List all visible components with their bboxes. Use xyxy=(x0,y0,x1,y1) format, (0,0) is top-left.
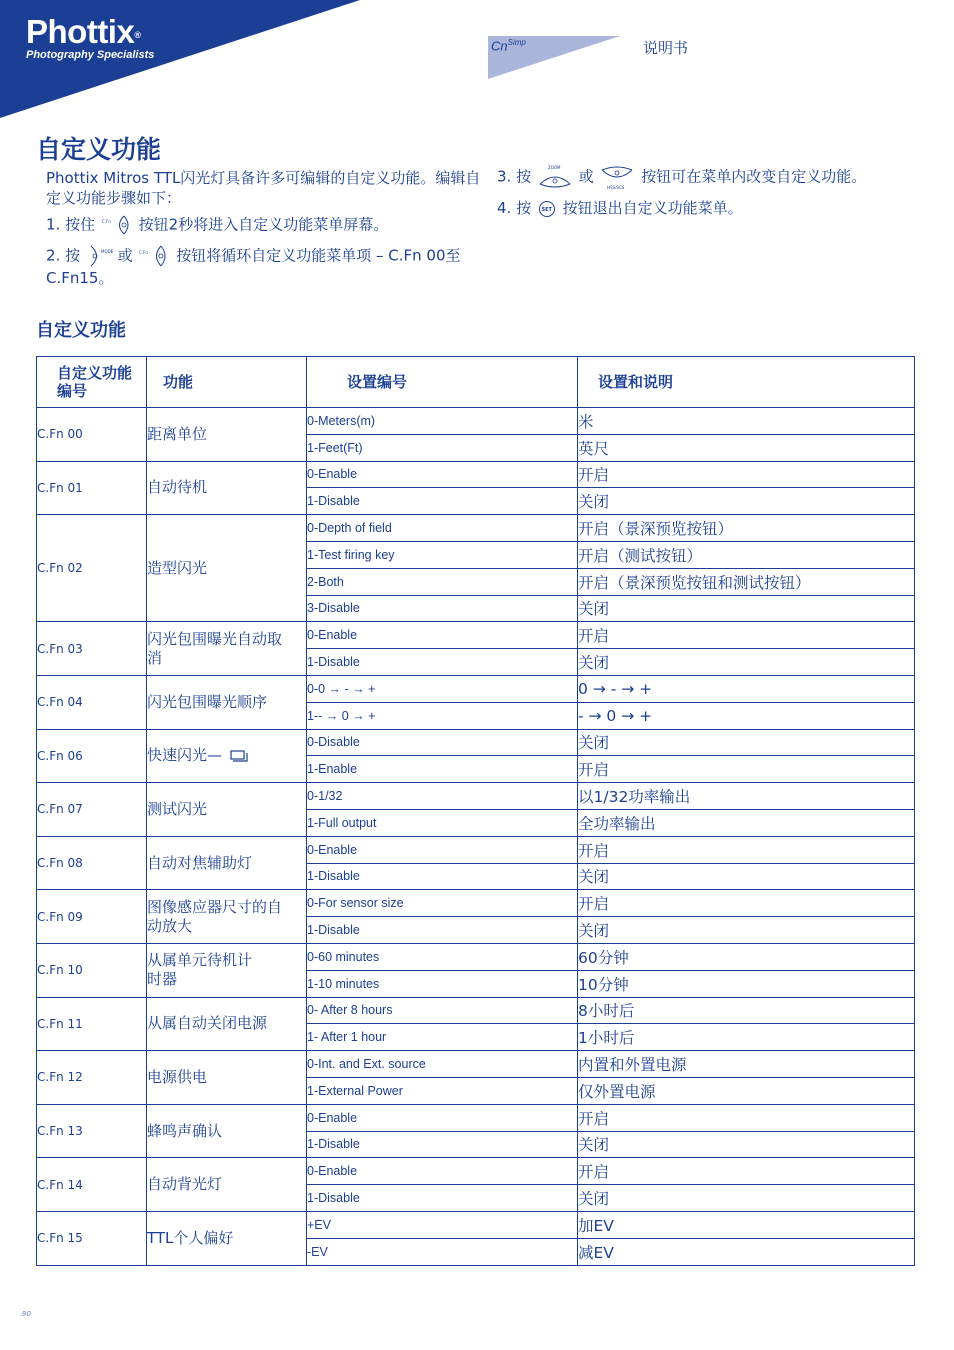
setting-description: 以1/32功率输出 xyxy=(578,783,915,810)
setting-description: 开启 xyxy=(578,1158,915,1185)
setting-number: 0-Enable xyxy=(307,461,578,488)
cfn-function: 从属自动关闭电源 xyxy=(147,997,307,1051)
setting-description: 开启（景深预览按钮） xyxy=(578,515,915,542)
table-row xyxy=(37,943,915,970)
setting-description: 开启 xyxy=(578,890,915,917)
setting-description: 米 xyxy=(578,408,915,435)
cfn-function: 蜂鸣声确认 xyxy=(147,1104,307,1158)
setting-description: 关闭 xyxy=(578,649,915,676)
setting-number: 0-0 → - → + xyxy=(307,675,578,702)
svg-text:SET: SET xyxy=(541,206,552,213)
setting-description: 关闭 xyxy=(578,595,915,622)
setting-description: 开启（景深预览按钮和测试按钮） xyxy=(578,568,915,595)
cfn-number: C.Fn 13 xyxy=(37,1104,147,1158)
step-4: 4. 按 SET 按钮退出自定义功能菜单。 xyxy=(497,199,743,217)
table-row xyxy=(37,408,915,435)
cfn-function-label: 快速闪光— xyxy=(147,746,223,765)
setting-number: 1-External Power xyxy=(307,1077,578,1104)
custom-function-table xyxy=(36,356,915,1266)
cfn-button-icon xyxy=(139,244,169,268)
flash-unit-icon xyxy=(229,749,249,763)
setting-number: 1-Full output xyxy=(307,809,578,836)
setting-number: 0-Disable xyxy=(307,729,578,756)
dial-icon xyxy=(87,244,114,268)
manual-label: 说明书 xyxy=(643,39,689,57)
table-row xyxy=(37,1051,915,1078)
cfn-number: C.Fn 04 xyxy=(37,675,147,729)
cfn-function xyxy=(147,729,307,783)
setting-description: 10分钟 xyxy=(578,970,915,997)
setting-number: 0-60 minutes xyxy=(307,943,578,970)
zoom-button-icon xyxy=(538,164,572,190)
cfn-number: C.Fn 01 xyxy=(37,461,147,515)
cfn-function: 自动待机 xyxy=(147,461,307,515)
setting-number: +EV xyxy=(307,1211,578,1238)
table-row xyxy=(37,1211,915,1238)
header-cfn-number: 自定义功能编号 xyxy=(37,357,147,408)
cfn-number: C.Fn 02 xyxy=(37,515,147,622)
intro-text xyxy=(46,168,486,296)
setting-number: -EV xyxy=(307,1238,578,1265)
svg-text:ZOOM: ZOOM xyxy=(547,165,561,170)
setting-number: 1-Disable xyxy=(307,863,578,890)
setting-description: 开启 xyxy=(578,756,915,783)
setting-description: 关闭 xyxy=(578,488,915,515)
cfn-number: C.Fn 12 xyxy=(37,1051,147,1105)
setting-number: 0-Enable xyxy=(307,1104,578,1131)
cfn-function: TTL个人偏好 xyxy=(147,1211,307,1265)
setting-number: 1-Test firing key xyxy=(307,541,578,568)
header-function: 功能 xyxy=(147,357,307,408)
table-header-row xyxy=(37,357,915,408)
setting-number: 1-Feet(Ft) xyxy=(307,434,578,461)
setting-number: 0-Int. and Ext. source xyxy=(307,1051,578,1078)
header-setting-description: 设置和说明 xyxy=(578,357,915,408)
cfn-function: 距离单位 xyxy=(147,408,307,462)
setting-number: 1- After 1 hour xyxy=(307,1024,578,1051)
setting-description: 1小时后 xyxy=(578,1024,915,1051)
setting-description: 60分钟 xyxy=(578,943,915,970)
setting-description: 开启 xyxy=(578,836,915,863)
cfn-number: C.Fn 09 xyxy=(37,890,147,944)
setting-description: 内置和外置电源 xyxy=(578,1051,915,1078)
setting-description: 加EV xyxy=(578,1211,915,1238)
steps-right xyxy=(497,164,917,226)
setting-description: 关闭 xyxy=(578,863,915,890)
cfn-function: 从属单元待机计时器 xyxy=(147,943,307,997)
brand-name: Phottix xyxy=(26,13,135,50)
cfn-number: C.Fn 14 xyxy=(37,1158,147,1212)
setting-number: 1-Disable xyxy=(307,1185,578,1212)
setting-description: 开启（测试按钮） xyxy=(578,541,915,568)
cfn-number: C.Fn 06 xyxy=(37,729,147,783)
svg-text:HSS/SCS: HSS/SCS xyxy=(607,185,625,190)
setting-description: 0 → - → + xyxy=(578,675,915,702)
table-row xyxy=(37,622,915,649)
header-setting-number: 设置编号 xyxy=(307,357,578,408)
setting-description: 8小时后 xyxy=(578,997,915,1024)
setting-number: 0-Enable xyxy=(307,1158,578,1185)
setting-number: 0-Enable xyxy=(307,622,578,649)
setting-description: 开启 xyxy=(578,1104,915,1131)
setting-description: 开启 xyxy=(578,461,915,488)
svg-text:MODE: MODE xyxy=(100,249,114,254)
table-row xyxy=(37,461,915,488)
intro-paragraph: Phottix Mitros TTL闪光灯具备许多可编辑的自定义功能。编辑自定义功能步骤如下： xyxy=(46,169,481,207)
language-code: $Cn^{Simp}$ xyxy=(491,38,526,54)
set-button-icon xyxy=(538,200,556,218)
setting-number: 1-Disable xyxy=(307,488,578,515)
setting-number: 1-Disable xyxy=(307,649,578,676)
table-row xyxy=(37,1104,915,1131)
table-row xyxy=(37,1158,915,1185)
setting-number: 0- After 8 hours xyxy=(307,997,578,1024)
setting-number: 0-Meters(m) xyxy=(307,408,578,435)
setting-number: 1-- → 0 → + xyxy=(307,702,578,729)
setting-description: 全功率输出 xyxy=(578,809,915,836)
brand-tagline: Photography Specialists xyxy=(26,49,155,61)
cfn-function: 闪光包围曝光自动取消 xyxy=(147,622,307,676)
setting-number: 1-Disable xyxy=(307,1131,578,1158)
setting-description: 英尺 xyxy=(578,434,915,461)
table-row xyxy=(37,675,915,702)
table-row xyxy=(37,729,915,756)
cfn-number: C.Fn 07 xyxy=(37,783,147,837)
page-number: 90 xyxy=(22,1310,31,1318)
step-2: 2. 按 MODE 或 C.Fn 按钮将循环自定义功能菜单项 – C.Fn 00至C.Fn15。 xyxy=(46,244,486,288)
table-row xyxy=(37,515,915,542)
cfn-function: 自动对焦辅助灯 xyxy=(147,836,307,890)
setting-description: 关闭 xyxy=(578,729,915,756)
hss-button-icon xyxy=(600,164,634,190)
cfn-function: 自动背光灯 xyxy=(147,1158,307,1212)
cfn-function: 测试闪光 xyxy=(147,783,307,837)
table-row xyxy=(37,783,915,810)
brand-logo: Phottix® Photography Specialists xyxy=(26,13,155,61)
table-row xyxy=(37,890,915,917)
setting-number: 1-Disable xyxy=(307,917,578,944)
setting-number: 3-Disable xyxy=(307,595,578,622)
setting-number: 1-Enable xyxy=(307,756,578,783)
setting-description: 开启 xyxy=(578,622,915,649)
cfn-number: C.Fn 00 xyxy=(37,408,147,462)
cfn-function: 电源供电 xyxy=(147,1051,307,1105)
cfn-number: C.Fn 15 xyxy=(37,1211,147,1265)
setting-number: 0-Enable xyxy=(307,836,578,863)
step-3: 3. 按 ZOOM 或 HSS/SCS 按钮可在菜单内改变自定义功能。 xyxy=(497,165,867,190)
setting-number: 2-Both xyxy=(307,568,578,595)
page-title: 自定义功能 xyxy=(36,135,162,164)
cfn-number: C.Fn 08 xyxy=(37,836,147,890)
setting-number: 0-For sensor size xyxy=(307,890,578,917)
setting-description: 减EV xyxy=(578,1238,915,1265)
cfn-function: 造型闪光 xyxy=(147,515,307,622)
cfn-number: C.Fn 03 xyxy=(37,622,147,676)
cfn-function: 闪光包围曝光顺序 xyxy=(147,675,307,729)
section-title: 自定义功能 xyxy=(36,320,126,341)
svg-text:C.Fn: C.Fn xyxy=(139,250,149,255)
setting-description: 关闭 xyxy=(578,917,915,944)
table-row xyxy=(37,997,915,1024)
setting-number: 0-Depth of field xyxy=(307,515,578,542)
cfn-function: 图像感应器尺寸的自动放大 xyxy=(147,890,307,944)
cfn-number: C.Fn 11 xyxy=(37,997,147,1051)
step-1: 1. 按住 C.Fn 按钮2秒将进入自定义功能菜单屏幕。 xyxy=(46,214,486,236)
cfn-number: C.Fn 10 xyxy=(37,943,147,997)
setting-description: 仅外置电源 xyxy=(578,1077,915,1104)
setting-number: 1-10 minutes xyxy=(307,970,578,997)
setting-description: 关闭 xyxy=(578,1185,915,1212)
svg-text:C.Fn: C.Fn xyxy=(101,219,111,224)
setting-description: 关闭 xyxy=(578,1131,915,1158)
cfn-button-icon xyxy=(102,214,132,236)
setting-description: - → 0 → + xyxy=(578,702,915,729)
setting-number: 0-1/32 xyxy=(307,783,578,810)
table-row xyxy=(37,836,915,863)
